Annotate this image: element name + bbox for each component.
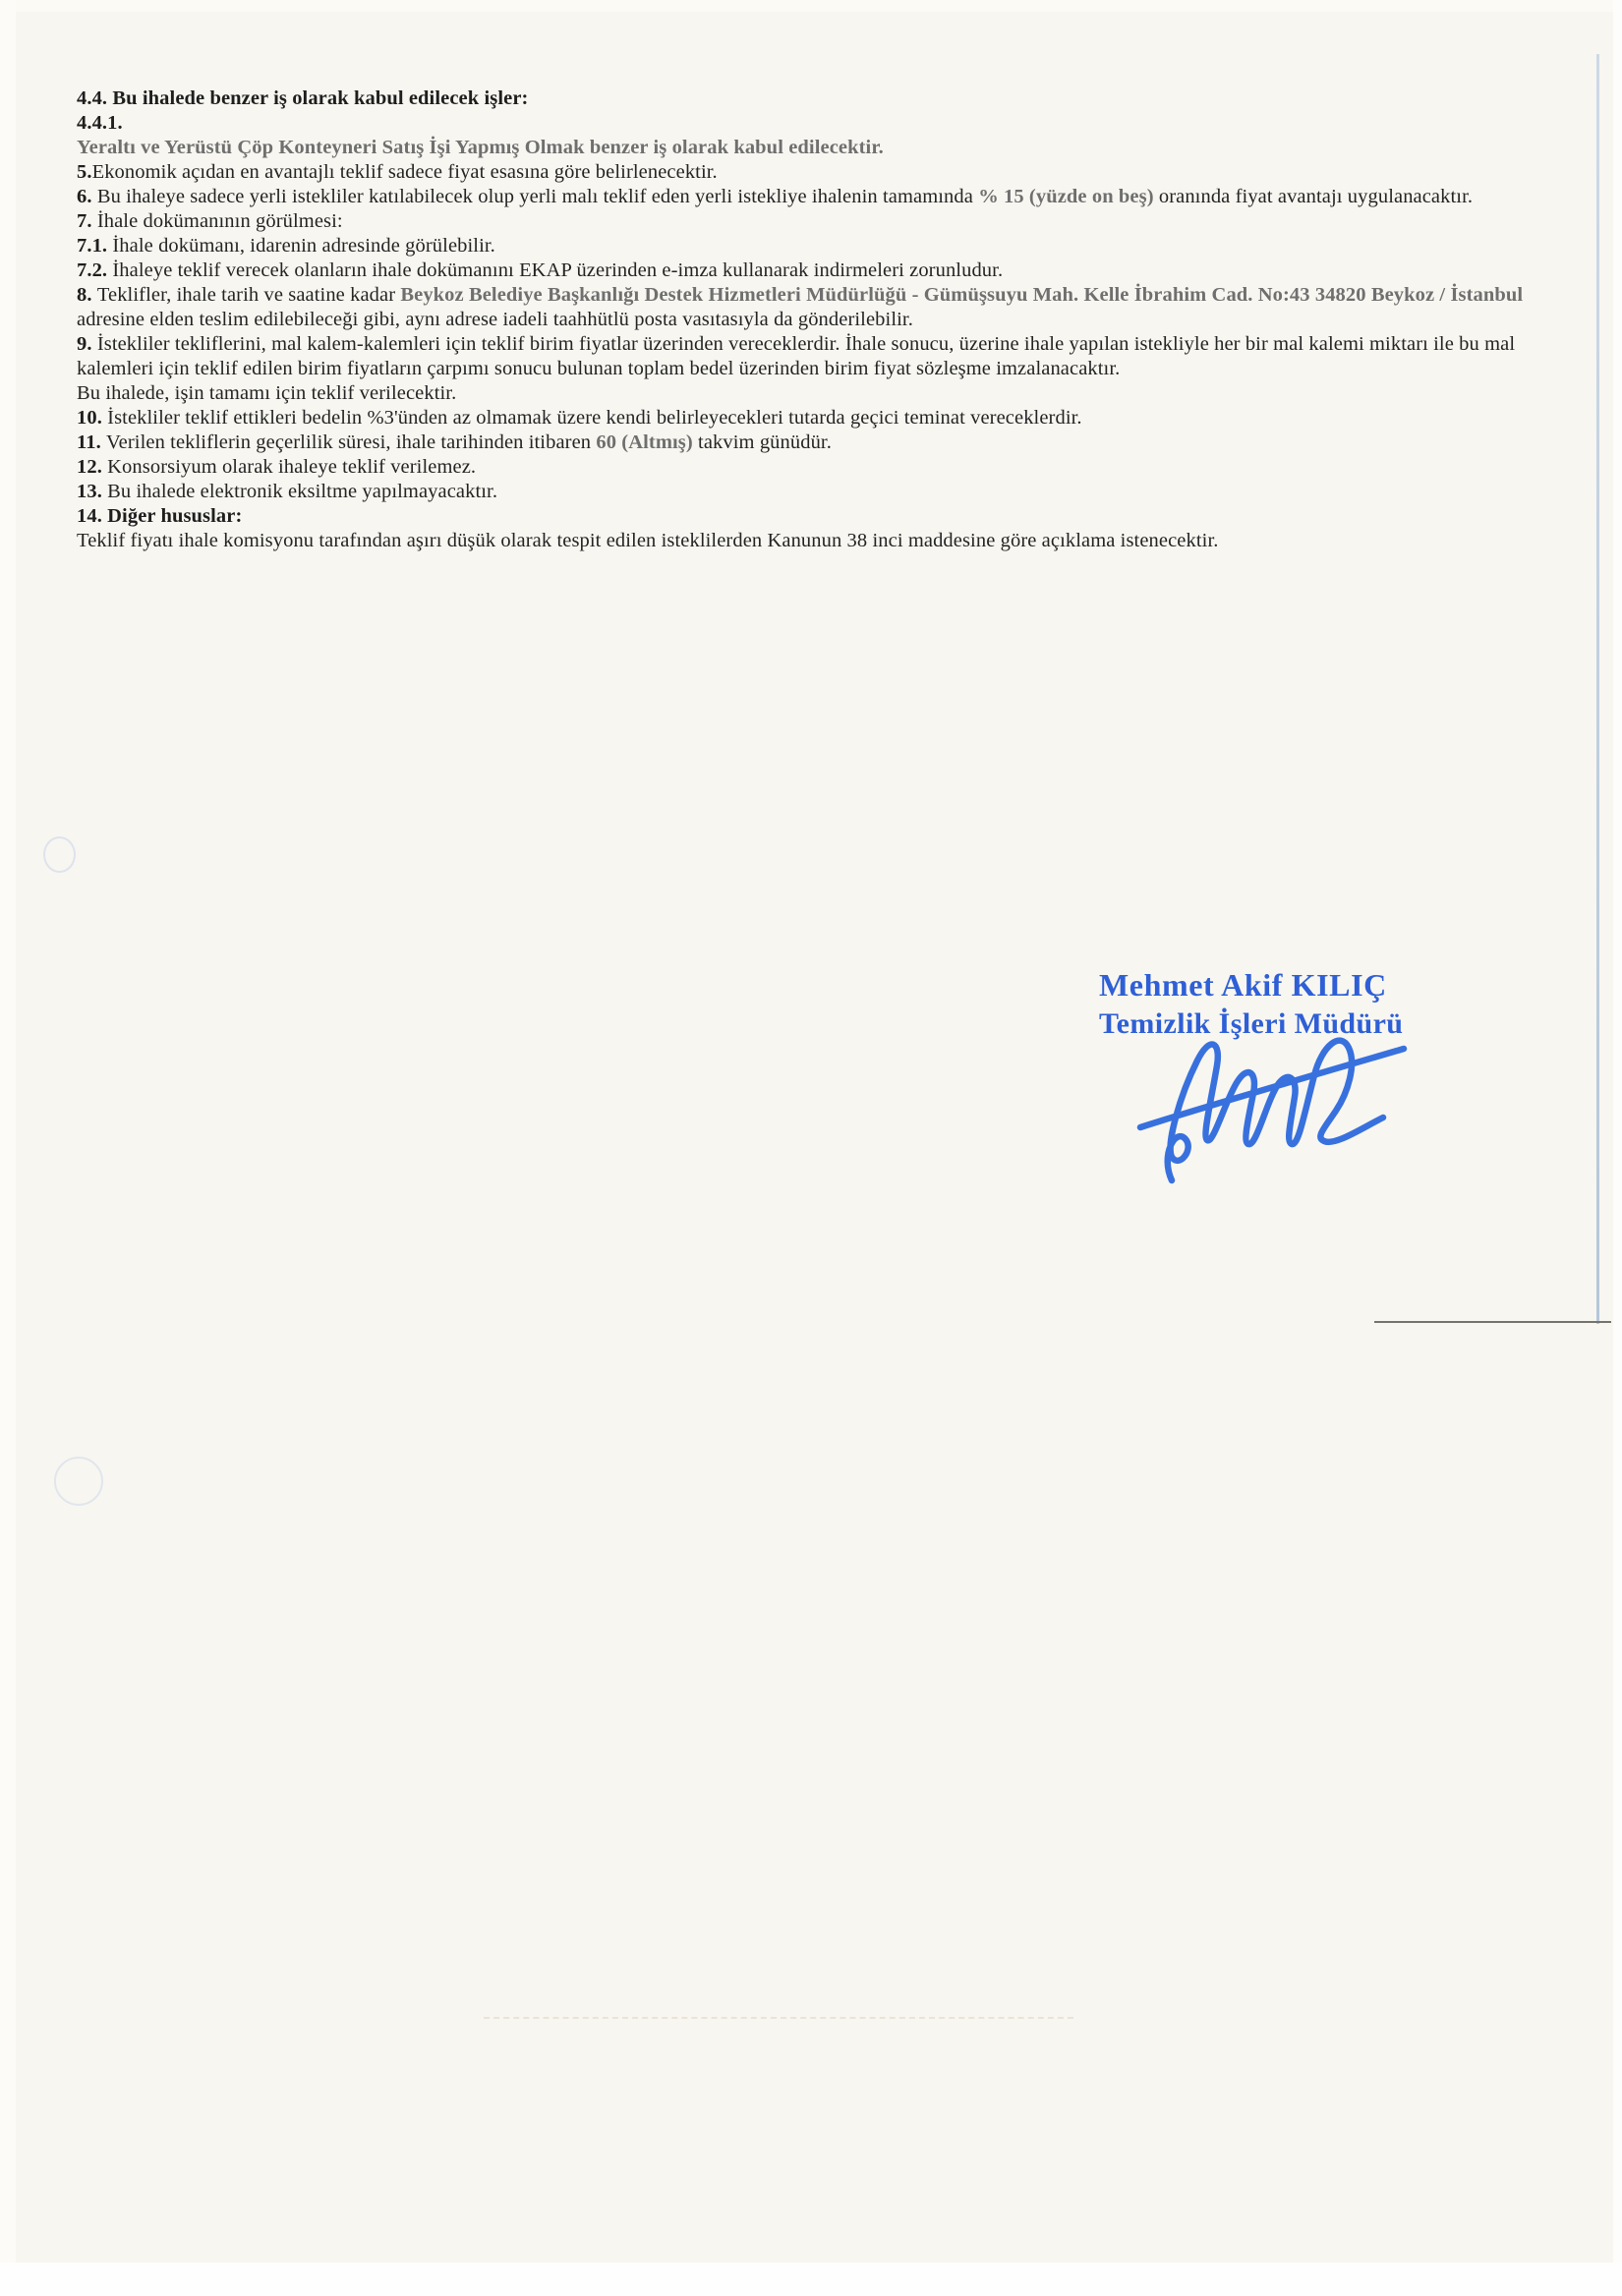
punch-hole-artifact	[43, 836, 76, 873]
document-paragraph	[77, 430, 1565, 455]
document-paragraph	[77, 480, 1565, 504]
text-run: 14. Diğer hususlar:	[77, 505, 243, 527]
text-run: Beykoz Belediye Başkanlığı Destek Hizmetleri Müdürlüğü - Gümüşsuyu Mah. Kelle İbrahim Cad. No:43 34820 Beykoz / İstanbul	[400, 284, 1524, 306]
text-run: 7.1.	[77, 235, 113, 257]
document-paragraph	[77, 332, 1565, 406]
text-run: 11.	[77, 431, 107, 453]
text-run: Ekonomik açıdan en avantajlı teklif sadece fiyat esasına göre belirlenecektir.	[91, 161, 718, 183]
text-run: Bu ihaleye sadece yerli istekliler katılabilecek olup yerli malı teklif eden yerli istekliye ihalenin tamamında	[96, 186, 979, 207]
text-run: oranında fiyat avantajı uygulanacaktır.	[1153, 186, 1474, 207]
text-run: İstekliler tekliflerini, mal kalem-kalemleri için teklif birim fiyatlar üzerinden vereceklerdir. İhale sonucu, üzerine ihale yapılan istekliyle her bir mal kalemi miktarı ile bu mal kalemleri için teklif edilen birim fiyatların çarpımı sonucu bulunan toplam bedel üzerinden birim fiyat sözleşme imzalanacaktır.	[77, 333, 1516, 379]
text-run: İhale dokümanının görülmesi:	[96, 210, 343, 232]
paper-edge-right	[1613, 0, 1622, 2296]
fold-line-artifact	[484, 2017, 1073, 2019]
text-run: 8.	[77, 284, 97, 306]
signature-stamp-title: Temizlik İşleri Müdürü	[1099, 1007, 1404, 1040]
punch-hole-artifact	[54, 1457, 103, 1506]
text-run: Verilen tekliflerin geçerlilik süresi, ihale tarihinden itibaren	[106, 431, 597, 453]
document-paragraph	[77, 504, 1565, 529]
text-run: 5.	[77, 161, 92, 183]
page-edge-line-artifact	[1596, 54, 1599, 1324]
text-run: takvim günüdür.	[692, 431, 832, 453]
signature-stamp-name: Mehmet Akif KILIÇ	[1099, 967, 1387, 1003]
text-run: İhale dokümanı, idarenin adresinde görülebilir.	[112, 235, 495, 257]
document-paragraph	[77, 529, 1565, 553]
document-paragraph	[77, 185, 1565, 209]
text-run: 4.4. Bu ihalede benzer iş olarak kabul edilecek işler:	[77, 87, 529, 109]
document-paragraph	[77, 136, 1565, 160]
text-run: 12.	[77, 456, 108, 478]
scan-line-artifact	[1374, 1321, 1611, 1323]
signature-block	[1099, 965, 1453, 1044]
text-run: Teklif fiyatı ihale komisyonu tarafından aşırı düşük olarak tespit edilen isteklilerden Kanunun 38 inci maddesine göre açıklama istenecektir.	[77, 530, 1219, 551]
text-run: İhaleye teklif verecek olanların ihale dokümanını EKAP üzerinden e-imza kullanarak indirmeleri zorunludur.	[112, 259, 1004, 281]
text-run: Yeraltı ve Yerüstü Çöp Konteyneri Satış İşi Yapmış Olmak benzer iş olarak kabul edilecektir.	[77, 137, 884, 158]
text-run: Teklifler, ihale tarih ve saatine kadar	[96, 284, 401, 306]
text-run: 4.4.1.	[77, 112, 123, 134]
text-run: İstekliler teklif ettikleri bedelin %3'ünden az olmamak üzere kendi belirleyecekleri tutarda geçici teminat vereceklerdir.	[107, 407, 1082, 429]
text-run: Bu ihalede elektronik eksiltme yapılmayacaktır.	[107, 481, 498, 502]
text-run: 10.	[77, 407, 108, 429]
document-body	[77, 0, 1565, 553]
text-run: 7.	[77, 210, 97, 232]
document-paragraph	[77, 455, 1565, 480]
text-run: adresine elden teslim edilebileceği gibi, aynı adrese iadeli taahhütlü posta vasıtasıyla da gönderilebilir.	[77, 309, 913, 330]
document-paragraph	[77, 111, 1565, 136]
document-paragraph	[77, 406, 1565, 430]
document-paragraph	[77, 209, 1565, 283]
text-run: % 15 (yüzde on beş)	[978, 186, 1154, 207]
document-paragraph	[77, 283, 1565, 332]
text-run: 9.	[77, 333, 97, 355]
paper-edge-left	[0, 0, 16, 2296]
document-paragraph	[77, 160, 1565, 185]
text-run: 60 (Altmış)	[596, 431, 693, 453]
text-run: Konsorsiyum olarak ihaleye teklif verilemez.	[107, 456, 477, 478]
text-run: Bu ihalede, işin tamamı için teklif verilecektir.	[77, 382, 457, 404]
text-run: 6.	[77, 186, 97, 207]
paper-edge-bottom	[0, 2263, 1622, 2296]
text-run: 13.	[77, 481, 108, 502]
document-paragraph	[77, 86, 1565, 111]
text-run: 7.2.	[77, 259, 113, 281]
